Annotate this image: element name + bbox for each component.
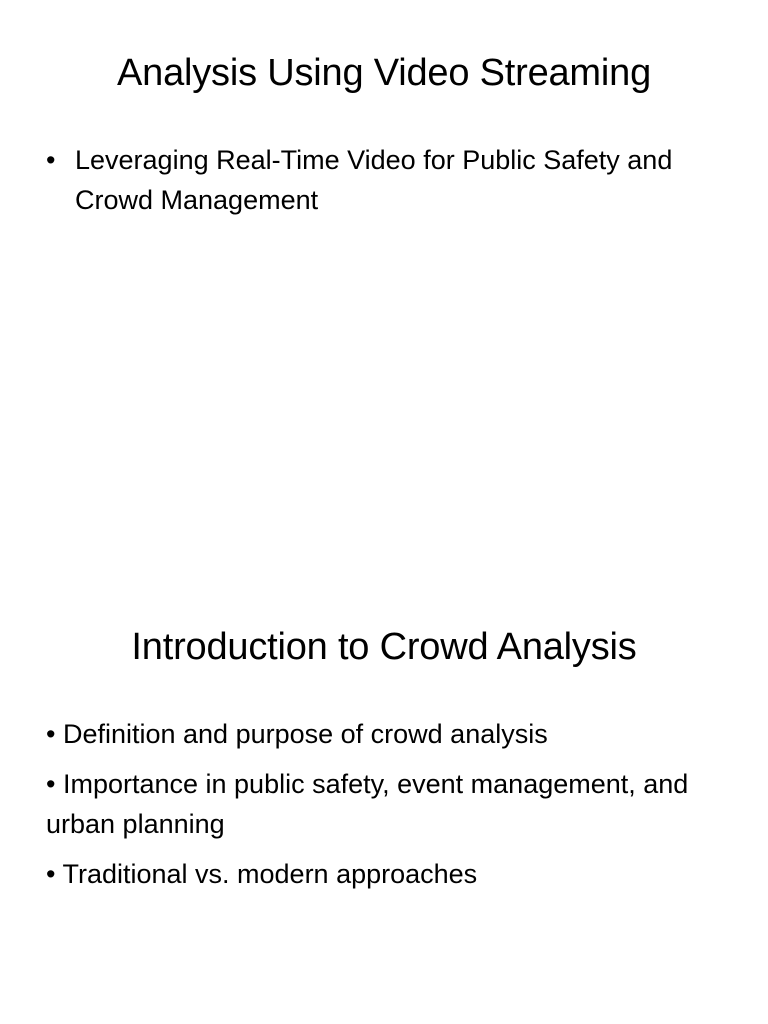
bullet-list bbox=[46, 714, 726, 904]
bullet-item: • Traditional vs. modern approaches bbox=[46, 859, 478, 889]
bullet-list bbox=[46, 140, 706, 220]
bullet-text: Leveraging Real-Time Video for Public Safety and Crowd Management bbox=[75, 145, 673, 215]
slide-2 bbox=[0, 512, 768, 1024]
bullet-item: • Importance in public safety, event management, and urban planning bbox=[46, 769, 689, 839]
slide-title: Introduction to Crowd Analysis bbox=[131, 626, 637, 668]
bullet-item bbox=[46, 140, 706, 220]
bullet-icon: • bbox=[46, 145, 56, 175]
slide-title: Analysis Using Video Streaming bbox=[116, 52, 652, 94]
bullet-item: • Definition and purpose of crowd analysis bbox=[46, 719, 548, 749]
